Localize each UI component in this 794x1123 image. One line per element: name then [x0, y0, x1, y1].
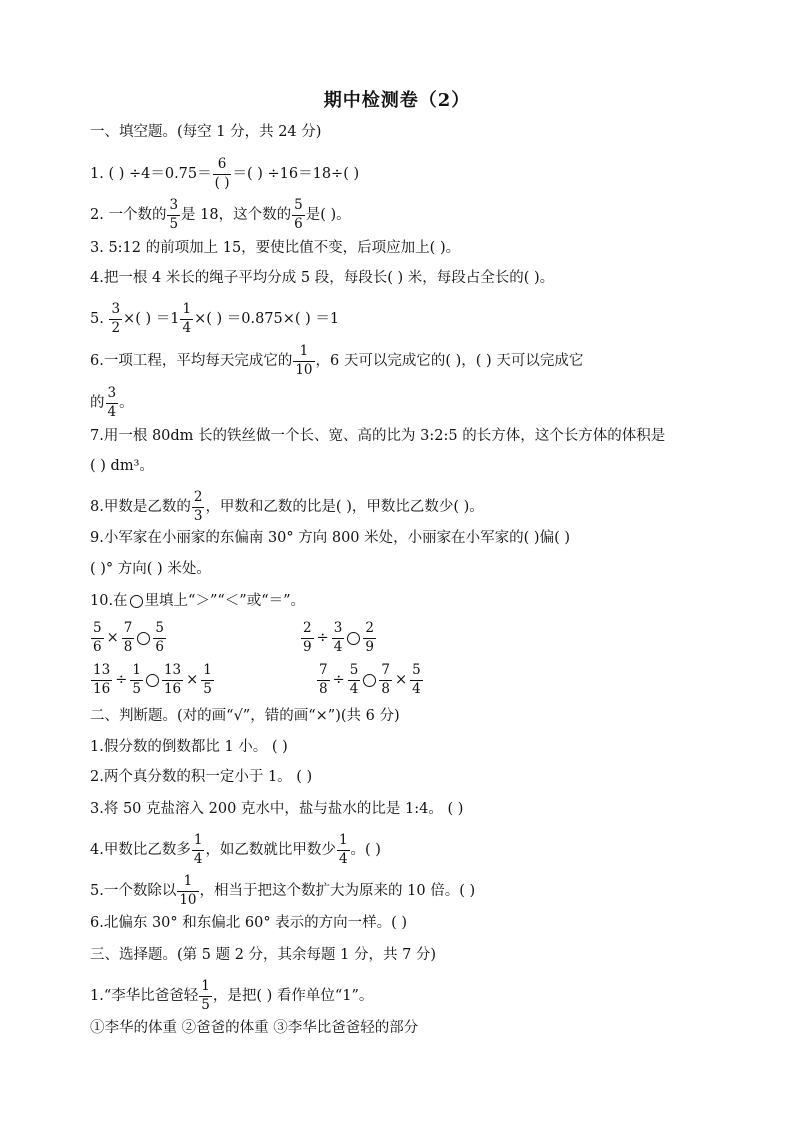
fraction: $\frac{1}{10}$ — [295, 343, 313, 378]
q10-expression-3 — [90, 664, 215, 696]
choice-1: 1.“李华比爸爸轻 $\frac{1}{5}$ ，是把( ) 看作单位“1”。 — [90, 978, 374, 1013]
fraction: $\frac{2}{9}$ — [303, 620, 312, 655]
question-2: 2. 一个数的 $\frac{3}{5}$ 是 18，这个数的 $\frac{5}{6}$ 是( )。 — [90, 197, 351, 232]
page-title: 期中检测卷（2） — [323, 90, 471, 111]
question-9-line-1: 9.小军家在小丽家的东偏南 30° 方向 800 米处，小丽家在小军家的( )偏( ) — [90, 530, 570, 546]
question-7-line-1: 7.用一根 80dm 长的铁丝做一个长、宽、高的比为 3:2:5 的长方体，这个长方体的体积是 — [90, 428, 666, 444]
fraction: $\frac{6}{( )}$ — [214, 156, 230, 191]
section-heading-true-false: 二、判断题。(对的画“√”，错的画“×”)(共 6 分) — [90, 708, 400, 724]
operator: × — [394, 672, 408, 688]
fraction: $\frac{1}{4}$ — [182, 301, 192, 336]
operator: ÷ — [332, 672, 345, 688]
question-8: 8.甲数是乙数的 $\frac{2}{3}$ ，甲数和乙数的比是( )，甲数比乙数少( )。 — [90, 489, 484, 524]
fraction: $\frac{3}{2}$ — [111, 301, 121, 336]
fraction: $\frac{1}{5}$ — [203, 662, 212, 697]
judge-4: 4.甲数比乙数多 $\frac{1}{4}$ ，如乙数就比甲数少 $\frac{1}{4}$ 。( ) — [90, 832, 381, 867]
fraction: $\frac{5}{4}$ — [412, 662, 421, 697]
question-4: 4.把一根 4 米长的绳子平均分成 5 段，每段长( ) 米，每段占全长的( )。 — [90, 270, 555, 286]
fraction: $\frac{1}{4}$ — [338, 832, 348, 867]
question-7-line-2: ( ) dm³。 — [90, 458, 154, 474]
fraction: $\frac{7}{8}$ — [381, 662, 390, 697]
fraction: $\frac{5}{6}$ — [155, 620, 164, 655]
fraction: $\frac{2}{3}$ — [193, 489, 203, 524]
question-5: 5. $\frac{3}{2}$ ×( ) ＝1 $\frac{1}{4}$ ×( ) ＝0.875×( ) ＝1 — [90, 301, 340, 336]
circle-blank-icon[interactable] — [137, 632, 150, 645]
fraction: $\frac{3}{4}$ — [333, 620, 343, 655]
fraction: $\frac{5}{4}$ — [349, 662, 359, 697]
fraction: $\frac{1}{10}$ — [179, 873, 197, 908]
circle-blank-icon[interactable] — [146, 674, 159, 687]
judge-6: 6.北偏东 30° 和东偏北 60° 表示的方向一样。( ) — [90, 915, 408, 931]
fraction: $\frac{3}{4}$ — [107, 385, 117, 420]
fraction: $\frac{5}{6}$ — [93, 620, 102, 655]
fraction: $\frac{7}{8}$ — [123, 620, 133, 655]
circle-blank-icon — [130, 595, 143, 608]
judge-1: 1.假分数的倒数都比 1 小。 ( ) — [90, 739, 288, 755]
fraction: $\frac{13}{16}$ — [93, 662, 111, 697]
q10-expression-2 — [300, 622, 377, 654]
question-9-line-2: ( )° 方向( ) 米处。 — [90, 561, 211, 577]
fraction: $\frac{1}{5}$ — [132, 662, 141, 697]
fraction: $\frac{2}{9}$ — [365, 620, 374, 655]
judge-5: 5.一个数除以 $\frac{1}{10}$ ，相当于把这个数扩大为原来的 10 倍。( ) — [90, 873, 476, 908]
circle-blank-icon[interactable] — [347, 632, 360, 645]
operator: ÷ — [115, 672, 128, 688]
fraction: $\frac{1}{4}$ — [193, 832, 203, 867]
section-heading-fill-in: 一、填空题。(每空 1 分，共 24 分) — [90, 124, 322, 140]
operator: ÷ — [316, 630, 329, 646]
question-3: 3. 5:12 的前项加上 15，要使比值不变，后项应加上( )。 — [90, 240, 461, 256]
fraction: $\frac{5}{6}$ — [294, 197, 303, 232]
question-1: 1. ( ) ÷4＝0.75＝ $\frac{6}{( )}$ ＝( ) ÷16＝18÷( ) — [90, 156, 360, 191]
fraction: $\frac{7}{8}$ — [319, 662, 328, 697]
operator: × — [186, 672, 199, 688]
judge-2: 2.两个真分数的积一定小于 1。 ( ) — [90, 769, 313, 785]
circle-blank-icon[interactable] — [363, 674, 376, 687]
fraction: $\frac{13}{16}$ — [163, 662, 182, 697]
question-6-line-2: 的 $\frac{3}{4}$ 。 — [90, 385, 134, 420]
operator: × — [106, 630, 119, 646]
question-6-line-1: 6.一项工程，平均每天完成它的 $\frac{1}{10}$ ，6 天可以完成它的( )，( ) 天可以完成它 — [90, 343, 584, 378]
section-heading-choice: 三、选择题。(第 5 题 2 分，其余每题 1 分，共 7 分) — [90, 947, 437, 963]
q10-expression-1 — [90, 622, 167, 654]
judge-3: 3.将 50 克盐溶入 200 克水中，盐与盐水的比是 1:4。 ( ) — [90, 801, 464, 817]
q10-expression-4 — [316, 664, 424, 696]
fraction: $\frac{3}{5}$ — [169, 197, 179, 232]
choice-1-options: ①李华的体重 ②爸爸的体重 ③李华比爸爸轻的部分 — [90, 1020, 419, 1036]
question-10: 10.在 里填上“＞”“＜”或“＝”。 — [90, 593, 306, 609]
fraction: $\frac{1}{5}$ — [201, 978, 210, 1013]
